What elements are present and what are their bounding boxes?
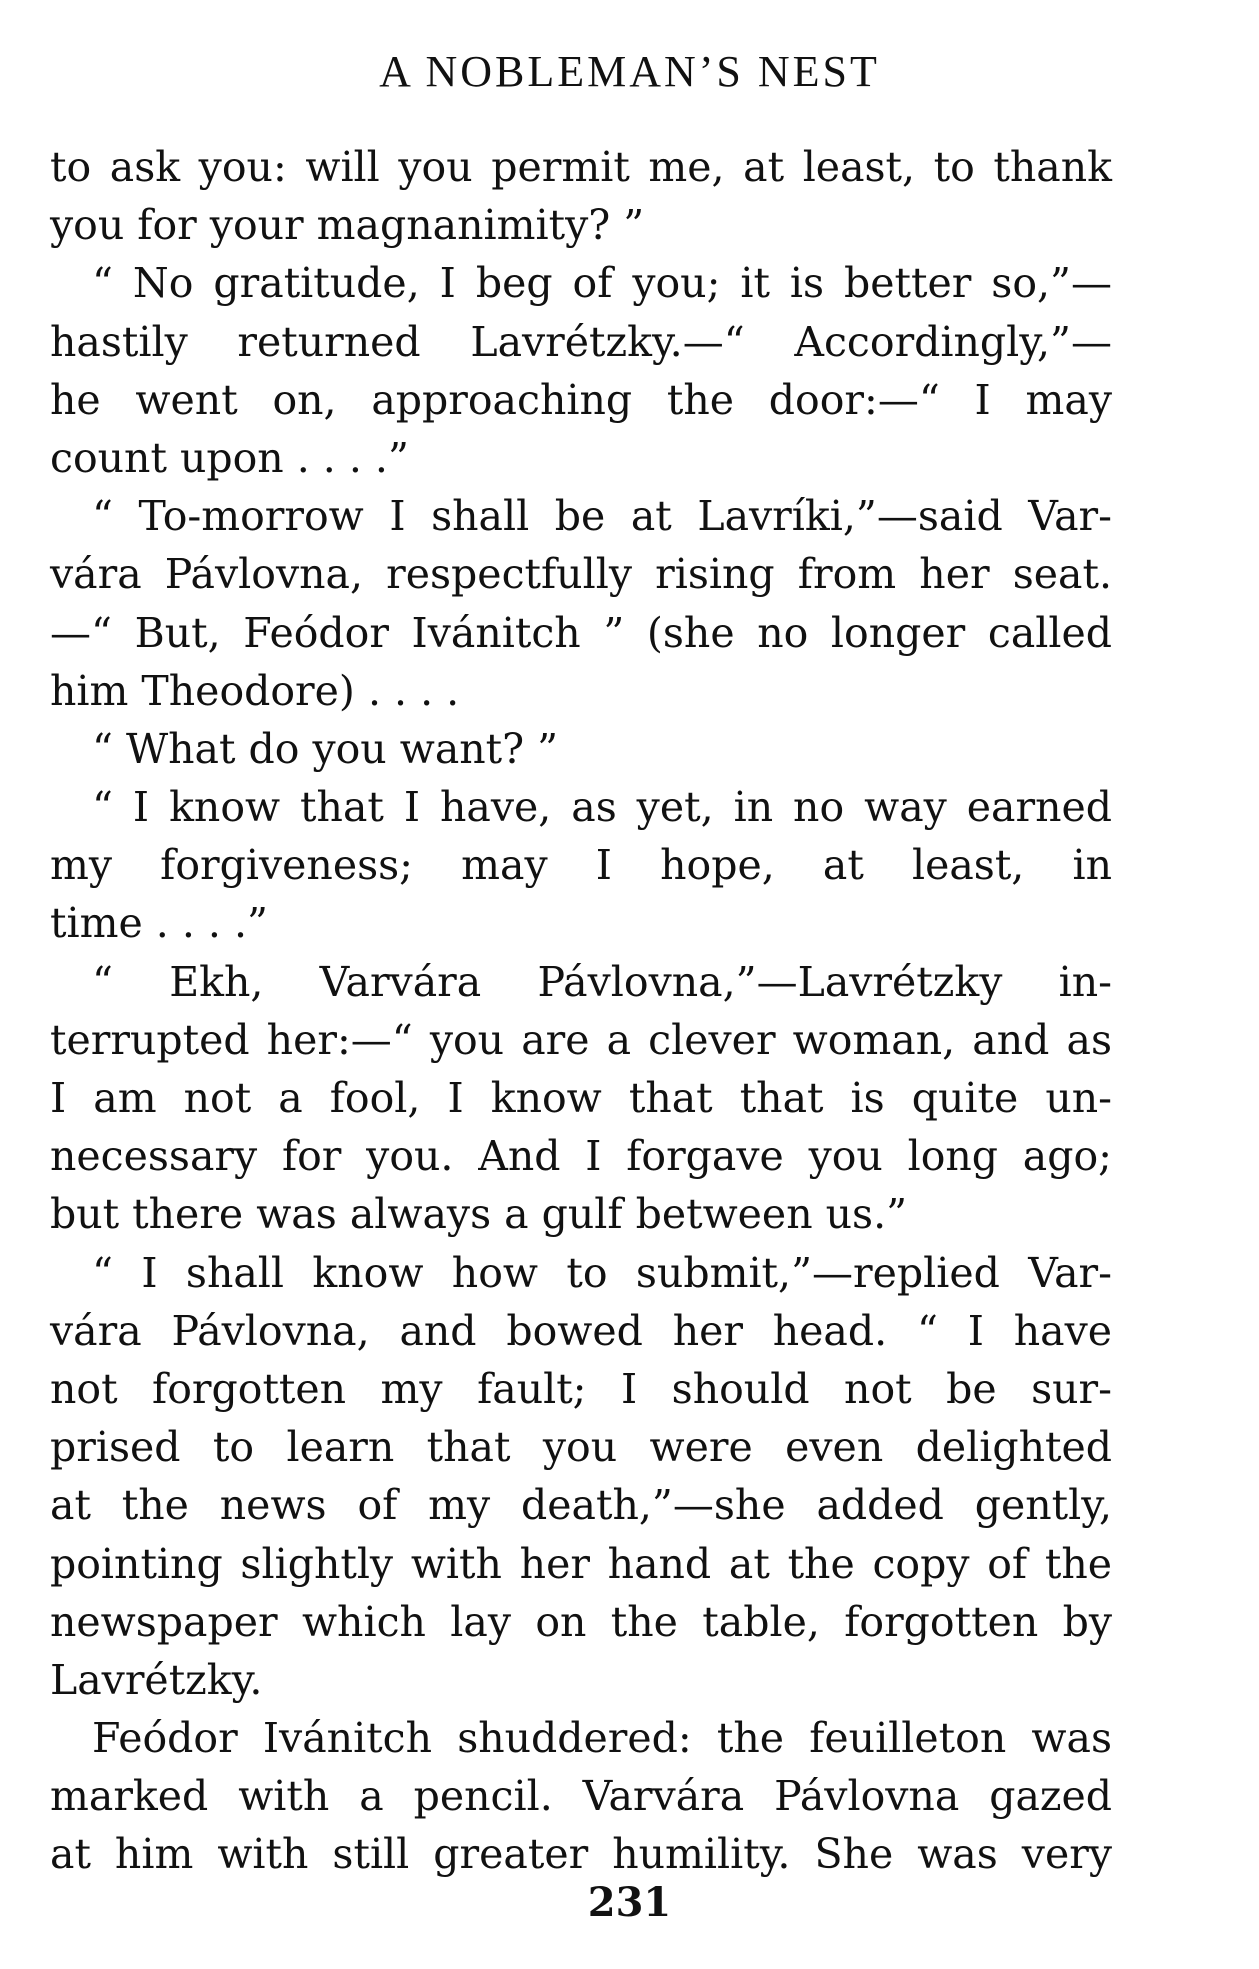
text-line: Feódor Ivánitch shuddered: the feuilleton was	[92, 1714, 1112, 1763]
text-line: him Theodore) . . . .	[50, 666, 460, 715]
text-line: Lavrétzky.	[50, 1655, 263, 1704]
text-line: “ Ekh, Varvára Pávlovna,”—Lavrétzky in-	[92, 957, 1112, 1006]
text-line: terrupted her:—“ you are a clever woman, and as	[50, 1015, 1112, 1064]
text-line: —“ But, Feódor Ivánitch ” (she no longer called	[50, 608, 1112, 657]
text-line: prised to learn that you were even delighted	[50, 1423, 1112, 1472]
text-line: “ To-morrow I shall be at Lavríki,”—said Var-	[92, 492, 1112, 541]
text-line: newspaper which lay on the table, forgotten by	[50, 1597, 1112, 1646]
body-text	[50, 138, 1112, 1884]
page-number: 231	[587, 1879, 672, 1926]
text-line: “ No gratitude, I beg of you; it is better so,”—	[92, 259, 1112, 308]
text-line: my forgiveness; may I hope, at least, in	[50, 841, 1112, 890]
text-line: vára Pávlovna, respectfully rising from her seat.	[50, 550, 1112, 599]
text-line: time . . . .”	[50, 899, 268, 948]
text-line: “ What do you want? ”	[92, 724, 559, 773]
text-line: necessary for you. And I forgave you long ago;	[50, 1132, 1112, 1181]
text-line: pointing slightly with her hand at the copy of the	[50, 1539, 1112, 1588]
text-line: at the news of my death,”—she added gently,	[50, 1481, 1112, 1530]
text-line: vára Pávlovna, and bowed her head. “ I have	[50, 1306, 1112, 1355]
text-line: but there was always a gulf between us.”	[50, 1190, 908, 1239]
text-line: “ I shall know how to submit,”—replied Var-	[92, 1248, 1112, 1297]
text-line: he went on, approaching the door:—“ I may	[50, 375, 1112, 424]
text-line: you for your magnanimity? ”	[50, 201, 645, 250]
text-line: to ask you: will you permit me, at least, to thank	[50, 143, 1112, 191]
running-head-title: A NOBLEMAN’S NEST	[379, 47, 880, 96]
text-line: not forgotten my fault; I should not be sur-	[50, 1364, 1112, 1413]
text-line: marked with a pencil. Varvára Pávlovna gazed	[50, 1772, 1112, 1821]
text-line: I am not a fool, I know that that is quite un-	[50, 1074, 1112, 1122]
text-line: hastily returned Lavrétzky.—“ Accordingly,”—	[50, 317, 1112, 366]
text-line: count upon . . . .”	[50, 433, 409, 482]
text-line: at him with still greater humility. She was very	[50, 1830, 1112, 1879]
text-line: “ I know that I have, as yet, in no way earned	[92, 783, 1112, 832]
